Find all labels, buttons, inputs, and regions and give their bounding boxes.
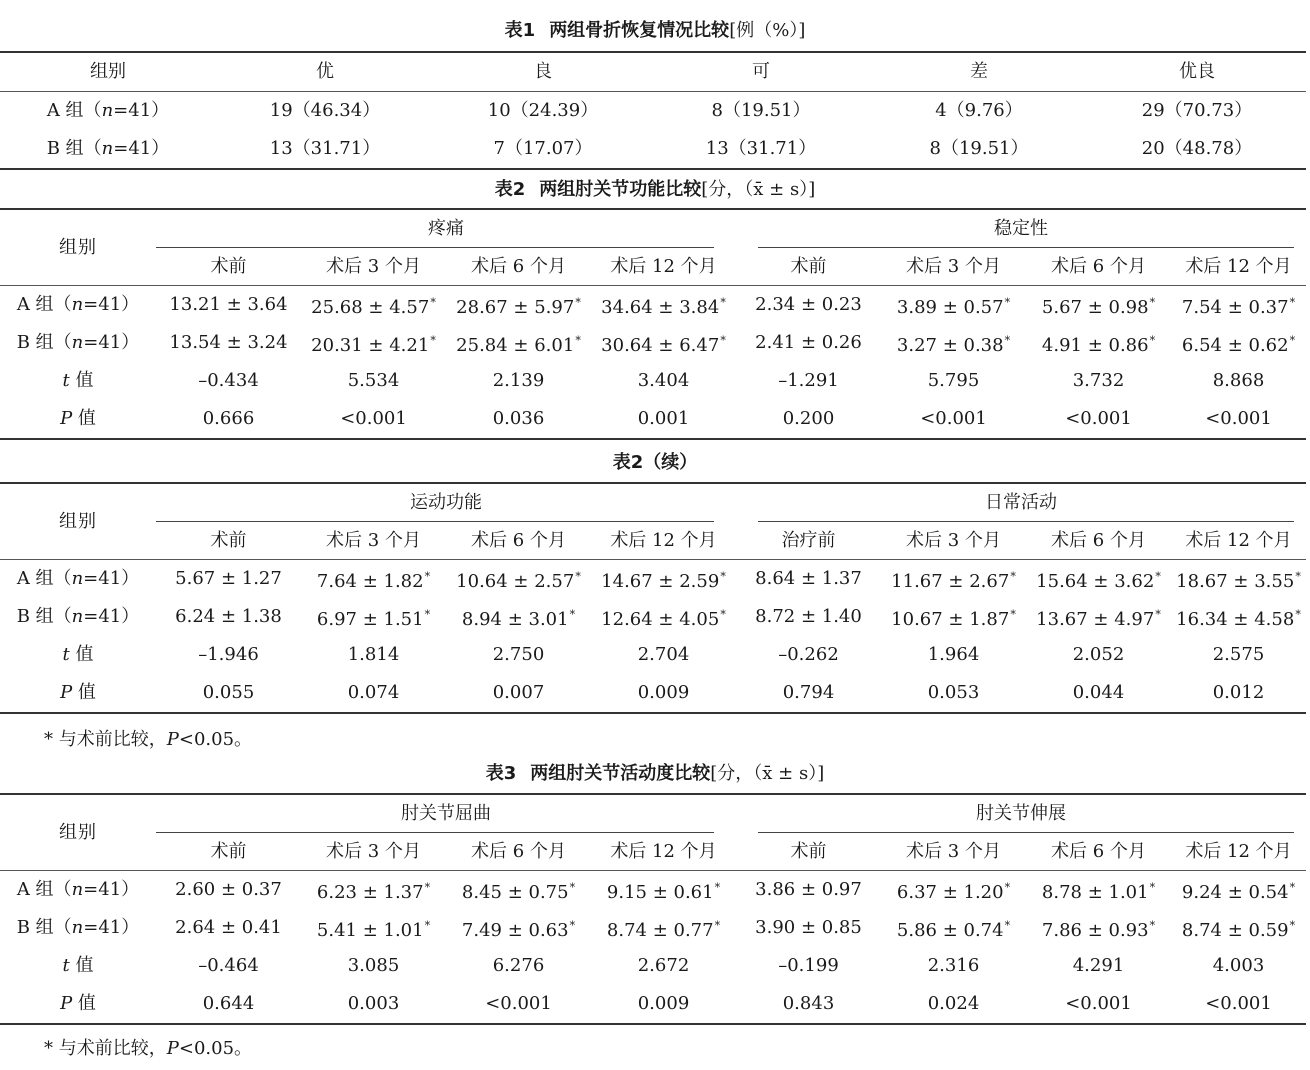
sub-header-row (0, 833, 1306, 871)
significance-mark: * (1010, 607, 1016, 621)
data-cell: 7.86 ± 0.93* (1041, 918, 1156, 941)
table2-footnote: * 与术前比较，P<0.05。 (44, 729, 253, 750)
group-label: A 组（n=41） (46, 100, 170, 121)
significance-mark: * (720, 607, 726, 621)
data-cell: 6.23 ± 1.37* (316, 880, 431, 903)
table2b-caption: 表2（续） (612, 452, 698, 473)
data-cell: 5.41 ± 1.01* (316, 918, 431, 941)
sub-header: 术后 12 个月 (1171, 522, 1306, 560)
significance-mark: * (575, 569, 581, 583)
data-cell: 0.644 (156, 985, 301, 1024)
data-cell: 3.732 (1072, 370, 1125, 391)
data-cell: 8.94 ± 3.01* (461, 607, 576, 630)
data-cell: 8（19.51） (870, 130, 1088, 169)
data-cell: 2.575 (1212, 644, 1265, 665)
data-cell: 6.276 (492, 955, 545, 976)
span-header-left: 疼痛 (156, 209, 736, 248)
data-cell: 7（17.07） (434, 130, 652, 169)
data-cell: 3.404 (637, 370, 690, 391)
data-cell: –0.464 (198, 955, 259, 976)
span-header-left: 运动功能 (156, 483, 736, 522)
sub-header: 术前 (736, 248, 881, 286)
group-header: 组别 (0, 209, 156, 286)
data-cell: 2.052 (1072, 644, 1125, 665)
data-cell: 2.60 ± 0.37 (175, 879, 282, 900)
data-cell: 2.64 ± 0.41 (175, 917, 282, 938)
group-label: A 组（n=41） (16, 294, 140, 315)
data-cell: 10.67 ± 1.87* (891, 607, 1016, 630)
significance-mark: * (575, 295, 581, 309)
data-cell: 3.90 ± 0.85 (755, 917, 862, 938)
group-header: 组别 (0, 483, 156, 560)
significance-mark: * (1010, 569, 1016, 583)
data-cell: 2.316 (927, 955, 980, 976)
data-cell: 0.666 (156, 400, 301, 439)
data-cell: 4（9.76） (935, 100, 1023, 121)
sub-header: 术后 3 个月 (301, 522, 446, 560)
data-cell: 0.200 (736, 400, 881, 439)
data-cell: 0.009 (591, 674, 736, 713)
data-cell: 30.64 ± 6.47* (601, 333, 726, 356)
group-label: B 组（n=41） (0, 130, 216, 169)
data-cell: 1.964 (927, 644, 980, 665)
data-cell: 10（24.39） (487, 100, 599, 121)
data-cell: 29（70.73） (1141, 100, 1253, 121)
group-label: A 组（n=41） (16, 568, 140, 589)
data-cell: 15.64 ± 3.62* (1036, 569, 1161, 592)
data-cell: 5.86 ± 0.74* (896, 918, 1011, 941)
significance-mark: * (1155, 607, 1161, 621)
sub-header: 术后 12 个月 (1171, 833, 1306, 871)
table-row (0, 560, 1306, 599)
table-row (0, 674, 1306, 713)
significance-mark: * (1155, 569, 1161, 583)
sub-header: 术后 3 个月 (881, 522, 1026, 560)
data-cell: 0.055 (156, 674, 301, 713)
data-cell: –1.291 (778, 370, 839, 391)
data-cell: 28.67 ± 5.97* (456, 295, 581, 318)
data-cell: 9.24 ± 0.54* (1181, 880, 1296, 903)
data-cell: 0.053 (881, 674, 1026, 713)
data-cell: –0.262 (778, 644, 839, 665)
sub-header: 术后 6 个月 (1026, 833, 1171, 871)
data-cell: 9.15 ± 0.61* (606, 880, 721, 903)
data-cell: 0.794 (736, 674, 881, 713)
data-cell: 6.24 ± 1.38 (175, 606, 282, 627)
span-header-row (0, 209, 1306, 248)
data-cell: 0.036 (446, 400, 591, 439)
stat-label: P 值 (0, 985, 156, 1024)
significance-mark: * (430, 295, 436, 309)
data-cell: 12.64 ± 4.05* (601, 607, 726, 630)
data-cell: 16.34 ± 4.58* (1176, 607, 1301, 630)
data-cell: <0.001 (301, 400, 446, 439)
table-row (0, 362, 1306, 400)
sub-header: 术后 6 个月 (1026, 248, 1171, 286)
span-header-right: 稳定性 (736, 209, 1306, 248)
stat-label: t 值 (62, 955, 94, 976)
table1-header-row (0, 52, 1306, 92)
significance-mark: * (720, 569, 726, 583)
table-row (0, 400, 1306, 439)
data-cell: 3.085 (347, 955, 400, 976)
sub-header: 术前 (736, 833, 881, 871)
data-cell: 0.074 (301, 674, 446, 713)
table-row (0, 947, 1306, 985)
data-cell: 4.91 ± 0.86* (1041, 333, 1156, 356)
table1-header: 组别 (0, 52, 216, 92)
data-cell: 10.64 ± 2.57* (456, 569, 581, 592)
data-cell: 14.67 ± 2.59* (601, 569, 726, 592)
table-row (0, 909, 1306, 947)
data-cell: 7.64 ± 1.82* (316, 569, 431, 592)
significance-mark: * (1149, 333, 1156, 347)
data-cell: 4.003 (1212, 955, 1265, 976)
sub-header-row (0, 248, 1306, 286)
data-cell: 5.67 ± 1.27 (175, 568, 282, 589)
table2-continued (0, 482, 1306, 714)
significance-mark: * (1149, 880, 1156, 894)
data-cell: <0.001 (881, 400, 1026, 439)
data-cell: 8.78 ± 1.01* (1041, 880, 1156, 903)
table-row (0, 598, 1306, 636)
table1-header: 可 (652, 52, 870, 92)
table2 (0, 208, 1306, 440)
group-label: B 组（n=41） (16, 606, 140, 627)
significance-mark: * (1004, 333, 1011, 347)
significance-mark: * (1295, 569, 1301, 583)
significance-mark: * (424, 918, 431, 932)
table1-header: 良 (434, 52, 652, 92)
sub-header-row (0, 522, 1306, 560)
data-cell: 7.49 ± 0.63* (461, 918, 576, 941)
data-cell: 2.41 ± 0.26 (755, 332, 862, 353)
table-row (0, 324, 1306, 362)
significance-mark: * (569, 880, 576, 894)
data-cell: <0.001 (1026, 985, 1171, 1024)
significance-mark: * (424, 880, 431, 894)
group-label: B 组（n=41） (16, 332, 140, 353)
data-cell: <0.001 (1171, 400, 1306, 439)
span-header-left: 肘关节屈曲 (156, 794, 736, 833)
significance-mark: * (569, 918, 576, 932)
significance-mark: * (424, 607, 431, 621)
data-cell: –1.946 (198, 644, 259, 665)
table1-header: 差 (870, 52, 1088, 92)
table-row (0, 92, 1306, 131)
significance-mark: * (1004, 918, 1011, 932)
data-cell: 0.024 (881, 985, 1026, 1024)
sub-header: 术后 3 个月 (881, 248, 1026, 286)
data-cell: 5.534 (347, 370, 400, 391)
data-cell: 6.54 ± 0.62* (1181, 333, 1296, 356)
data-cell: 2.672 (637, 955, 690, 976)
table-row (0, 985, 1306, 1024)
sub-header: 术前 (156, 248, 301, 286)
significance-mark: * (575, 333, 581, 347)
data-cell: 34.64 ± 3.84* (601, 295, 726, 318)
significance-mark: * (569, 607, 576, 621)
data-cell: 8.72 ± 1.40 (755, 606, 862, 627)
table1-header: 优良 (1088, 52, 1306, 92)
data-cell: <0.001 (1171, 985, 1306, 1024)
data-cell: 0.003 (301, 985, 446, 1024)
data-cell: 8.74 ± 0.77* (606, 918, 721, 941)
significance-mark: * (1289, 880, 1296, 894)
data-cell: 20（48.78） (1088, 130, 1306, 169)
stat-label: t 值 (62, 644, 94, 665)
data-cell: 25.68 ± 4.57* (311, 295, 436, 318)
significance-mark: * (720, 333, 726, 347)
significance-mark: * (1289, 918, 1296, 932)
data-cell: 11.67 ± 2.67* (891, 569, 1016, 592)
data-cell: –0.434 (198, 370, 259, 391)
table-row (0, 636, 1306, 674)
data-cell: 0.007 (446, 674, 591, 713)
span-header-right: 肘关节伸展 (736, 794, 1306, 833)
sub-header: 术前 (156, 522, 301, 560)
data-cell: 5.67 ± 0.98* (1041, 295, 1156, 318)
data-cell: 4.291 (1072, 955, 1125, 976)
table-row (0, 130, 1306, 169)
significance-mark: * (1289, 295, 1296, 309)
group-label: A 组（n=41） (16, 879, 140, 900)
data-cell: 25.84 ± 6.01* (456, 333, 581, 356)
group-label: B 组（n=41） (16, 917, 140, 938)
data-cell: 20.31 ± 4.21* (311, 333, 436, 356)
sub-header: 术后 3 个月 (881, 833, 1026, 871)
sub-header: 术后 6 个月 (1026, 522, 1171, 560)
sub-header: 术后 6 个月 (446, 833, 591, 871)
table1-caption: 表1 两组骨折恢复情况比较[例（%）] (504, 20, 806, 41)
table2-caption: 表2 两组肘关节功能比较[分，（x̄ ± s）] (494, 179, 816, 200)
data-cell: 13.21 ± 3.64 (169, 294, 288, 315)
data-cell: 8（19.51） (711, 100, 811, 121)
data-cell: <0.001 (1026, 400, 1171, 439)
significance-mark: * (720, 295, 726, 309)
significance-mark: * (430, 333, 436, 347)
data-cell: 5.795 (927, 370, 980, 391)
data-cell: 19（46.34） (269, 100, 381, 121)
sub-header: 术后 12 个月 (591, 833, 736, 871)
table-row (0, 871, 1306, 910)
significance-mark: * (1289, 333, 1296, 347)
data-cell: 3.89 ± 0.57* (896, 295, 1011, 318)
sub-header: 术后 12 个月 (1171, 248, 1306, 286)
significance-mark: * (1004, 880, 1011, 894)
sub-header: 术后 3 个月 (301, 833, 446, 871)
stat-label: P 值 (0, 674, 156, 713)
data-cell: 0.044 (1026, 674, 1171, 713)
sub-header: 术后 12 个月 (591, 522, 736, 560)
data-cell: 13（31.71） (652, 130, 870, 169)
table3-caption: 表3 两组肘关节活动度比较[分，（x̄ ± s）] (485, 763, 825, 784)
data-cell: <0.001 (446, 985, 591, 1024)
span-header-row (0, 483, 1306, 522)
significance-mark: * (714, 880, 721, 894)
data-cell: 8.868 (1212, 370, 1265, 391)
span-header-right: 日常活动 (736, 483, 1306, 522)
data-cell: 2.34 ± 0.23 (755, 294, 862, 315)
data-cell: 1.814 (347, 644, 400, 665)
data-cell: 0.009 (591, 985, 736, 1024)
data-cell: 6.37 ± 1.20* (896, 880, 1011, 903)
data-cell: 8.64 ± 1.37 (755, 568, 862, 589)
sub-header: 治疗前 (736, 522, 881, 560)
significance-mark: * (424, 569, 431, 583)
data-cell: 2.704 (637, 644, 690, 665)
significance-mark: * (1149, 918, 1156, 932)
table-row (0, 286, 1306, 325)
data-cell: 13.54 ± 3.24 (169, 332, 288, 353)
sub-header: 术后 6 个月 (446, 248, 591, 286)
span-header-row (0, 794, 1306, 833)
data-cell: 18.67 ± 3.55* (1176, 569, 1301, 592)
data-cell: 6.97 ± 1.51* (316, 607, 431, 630)
data-cell: 3.86 ± 0.97 (755, 879, 862, 900)
data-cell: 13（31.71） (216, 130, 434, 169)
significance-mark: * (1149, 295, 1156, 309)
data-cell: 2.139 (492, 370, 545, 391)
sub-header: 术后 3 个月 (301, 248, 446, 286)
stat-label: t 值 (62, 370, 94, 391)
table1 (0, 51, 1306, 170)
significance-mark: * (1004, 295, 1011, 309)
sub-header: 术前 (156, 833, 301, 871)
sub-header: 术后 12 个月 (591, 248, 736, 286)
data-cell: 13.67 ± 4.97* (1036, 607, 1161, 630)
significance-mark: * (1295, 607, 1301, 621)
data-cell: 0.843 (736, 985, 881, 1024)
stat-label: P 值 (0, 400, 156, 439)
group-header: 组别 (0, 794, 156, 871)
data-cell: 7.54 ± 0.37* (1181, 295, 1296, 318)
data-cell: 8.45 ± 0.75* (461, 880, 576, 903)
data-cell: 2.750 (492, 644, 545, 665)
table3 (0, 793, 1306, 1025)
data-cell: –0.199 (778, 955, 839, 976)
table3-footnote: * 与术前比较，P<0.05。 (44, 1038, 253, 1059)
data-cell: 3.27 ± 0.38* (896, 333, 1011, 356)
significance-mark: * (714, 918, 721, 932)
data-cell: 8.74 ± 0.59* (1181, 918, 1296, 941)
sub-header: 术后 6 个月 (446, 522, 591, 560)
data-cell: 0.001 (591, 400, 736, 439)
table1-header: 优 (216, 52, 434, 92)
data-cell: 0.012 (1171, 674, 1306, 713)
